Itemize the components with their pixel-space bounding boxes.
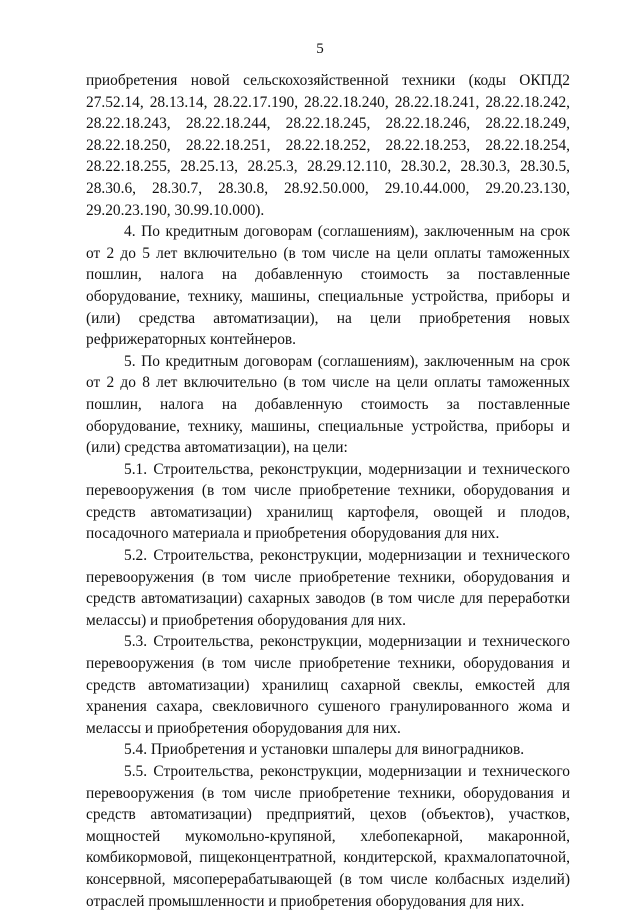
paragraph-item-5-5: 5.5. Строительства, реконструкции, модернизации и технического перевооружения (в том числе приобретение техники, оборудования и средств автоматизации) предприятий, цехов (объектов), участков, мощностей мукомольно-крупяной, хлебопекарной, макаронной, комбикормовой, пищеконцентратной, кондитерской, крахмалопаточной, консервной, мясоперерабатывающей (в том числе колбасных изделий) отраслей промышленности и приобретения оборудования для них. bbox=[86, 763, 570, 910]
document-body bbox=[86, 70, 570, 912]
paragraph-item-4: 4. По кредитным договорам (соглашениям), заключенным на срок от 2 до 5 лет включительно (в том числе на цели оплаты таможенных пошлин, налога на добавленную стоимость за поставленные оборудование, технику, машины, специальные устройства, приборы и (или) средства автоматизации), на цели приобретения новых рефрижераторных контейнеров. bbox=[86, 223, 570, 349]
paragraph-item-5-1: 5.1. Строительства, реконструкции, модернизации и технического перевооружения (в том числе приобретение техники, оборудования и средств автоматизации) хранилищ картофеля, овощей и плодов, посадочного материала и приобретения оборудования для них. bbox=[86, 460, 570, 543]
paragraph-item-5: 5. По кредитным договорам (соглашениям), заключенным на срок от 2 до 8 лет включительно (в том числе на цели оплаты таможенных пошлин, налога на добавленную стоимость за поставленные оборудование, технику, машины, специальные устройства, приборы и (или) средства автоматизации), на цели: bbox=[86, 352, 570, 457]
paragraph-continuation: приобретения новой сельскохозяйственной техники (коды ОКПД2 27.52.14, 28.13.14, 28.22.17.190, 28.22.18.240, 28.22.18.241, 28.22.18.242, 28.22.18.243, 28.22.18.244, 28.22.18.245, 28.22.18.246, 28.22.18.249, 28.22.18.250, 28.22.18.251, 28.22.18.252, 28.22.18.253, 28.22.18.254, 28.22.18.255, 28.25.13, 28.25.3, 28.29.12.110, 28.30.2, 28.30.3, 28.30.5, 28.30.6, 28.30.7, 28.30.8, 28.92.50.000, 29.10.44.000, 29.20.23.130, 29.20.23.190, 30.99.10.000). bbox=[86, 72, 570, 219]
paragraph-item-5-4: 5.4. Приобретения и установки шпалеры для виноградников. bbox=[124, 741, 525, 759]
paragraph-item-5-2: 5.2. Строительства, реконструкции, модернизации и технического перевооружения (в том числе приобретение техники, оборудования и средств автоматизации) сахарных заводов (в том числе для переработки мелассы) и приобретения оборудования для них. bbox=[86, 547, 570, 629]
paragraph-item-5-3: 5.3. Строительства, реконструкции, модернизации и технического перевооружения (в том числе приобретение техники, оборудования и средств автоматизации) хранилищ сахарной свеклы, емкостей для хранения сахара, свекловичного сушеного гранулированного жома и мелассы и приобретения оборудования для них. bbox=[86, 633, 570, 737]
page-number: 5 bbox=[316, 41, 324, 57]
